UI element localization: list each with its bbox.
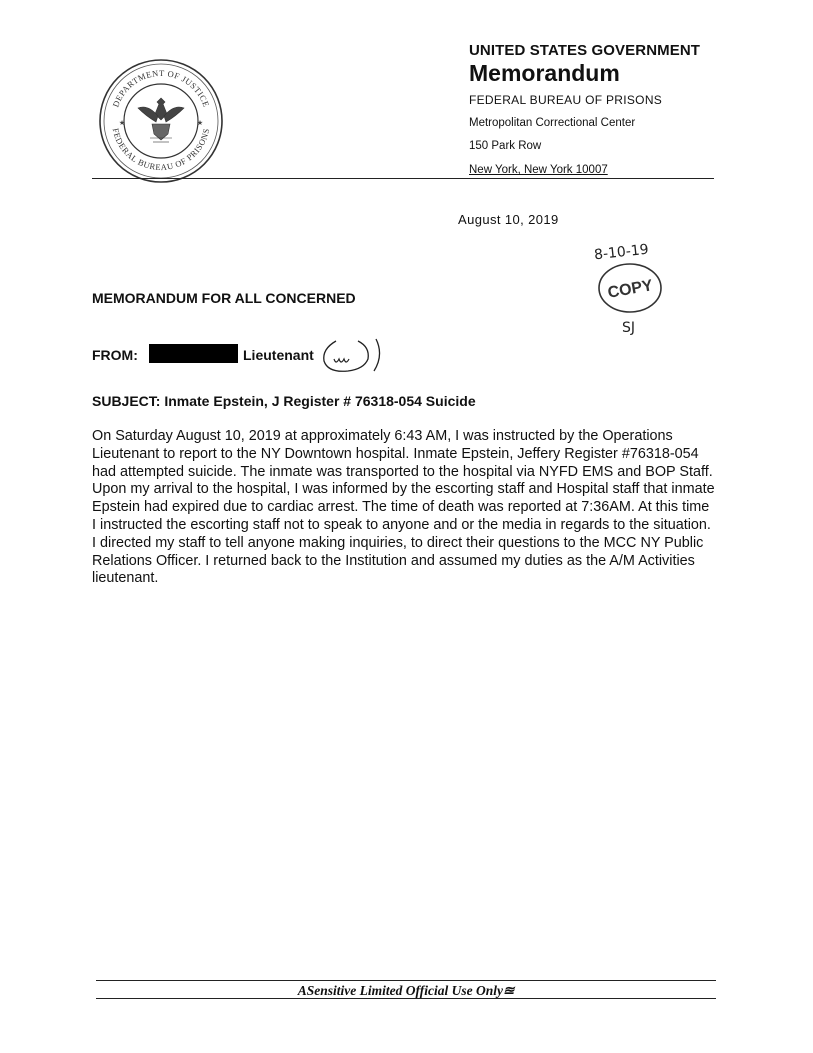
street-address: 150 Park Row [469,140,542,152]
agency-name: FEDERAL BUREAU OF PRISONS [469,93,663,107]
svg-text:★: ★ [196,120,204,127]
sensitivity-footer: ASensitive Limited Official Use Only≊ [297,983,515,998]
seal-inner-text: FEDERAL BUREAU OF PRISONS [110,127,212,173]
header-divider [92,178,714,179]
government-heading: UNITED STATES GOVERNMENT [469,42,701,59]
copy-stamp [586,240,676,336]
handwritten-initials-icon [320,337,390,375]
city-address: New York, New York 10007 [469,164,608,176]
from-title: Lieutenant [243,347,314,363]
stamp-label: COPY [606,277,655,302]
memo-date: August 10, 2019 [458,212,559,227]
seal-outer-text: DEPARTMENT OF JUSTICE [110,67,212,109]
subject-line: SUBJECT: Inmate Epstein, J Register # 76318-054 Suicide [92,393,476,409]
stamp-handwritten-date: 8-10-19 [593,241,650,264]
from-label: FROM: [92,347,138,363]
footer-rule-bottom [96,998,716,999]
memo-body: On Saturday August 10, 2019 at approximately 6:43 AM, I was instructed by the Operations Lieutenant to report to the NY Downtown hospital. Inmate Epstein, Jeffery Register #76318-054 had attempted suicide. The inmate was transported to the hospital via NYFD EMS and BOP Staff. Upon my arrival to the hospital, I was informed by the escorting staff and Hospital staff that inmate Epstein had expired due to cardiac arrest. The time of death was reported at 7:36AM. At this time I instructed the escorting staff not to speak to anyone and or the media in regards to the situation. I directed my staff to tell anyone making inquiries, to direct their questions to the MCC NY Public Relations Officer. I returned back to the Institution and assumed my duties as the A/M Activities lieutenant. [92,428,715,587]
department-of-justice-seal [98,58,224,184]
footer-rule-top [96,980,716,981]
memorandum-for-line: MEMORANDUM FOR ALL CONCERNED [92,290,356,306]
institution-name: Metropolitan Correctional Center [469,117,636,129]
redacted-name [149,344,238,363]
memorandum-title: Memorandum [469,60,620,86]
svg-text:★: ★ [118,120,126,127]
eagle-icon [138,98,184,142]
stamp-initials: SJ [622,320,636,336]
